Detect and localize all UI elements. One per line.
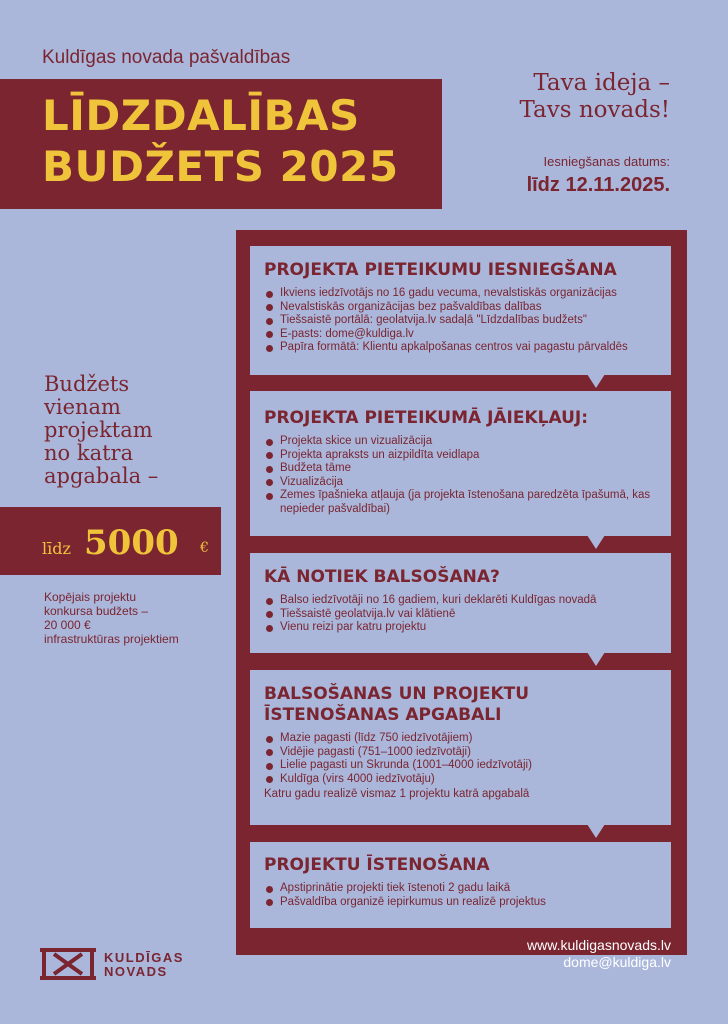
logo-line-2: NOVADS <box>104 964 168 979</box>
kuldiga-logo <box>40 946 210 984</box>
list-item: Mazie pagasti (līdz 750 iedzīvotājiem) <box>264 732 657 746</box>
deadline-label: Iesniegšanas datums: <box>543 154 670 169</box>
budget-line-2: vienam <box>44 395 121 419</box>
email-link[interactable]: dome@kuldiga.lv <box>563 954 671 970</box>
list-item: Papīra formātā: Klientu apkalpošanas centros vai pagastu pārvaldēs <box>264 341 657 355</box>
list-item: Apstiprinātie projekti tiek īstenoti 2 gadu laikā <box>264 882 657 896</box>
total-line-4: infrastruktūras projektiem <box>44 632 179 646</box>
section-title: KĀ NOTIEK BALSOŠANA? <box>264 567 500 587</box>
section-title: PROJEKTA PIETEIKUMU IESNIEGŠANA <box>264 260 617 280</box>
section-requirements <box>250 391 671 536</box>
slogan-line-1: Tava ideja – <box>533 70 670 96</box>
logo-mark-icon <box>40 946 96 982</box>
budget-line-4: no katra <box>44 441 134 465</box>
list-item: Pašvaldība organizē iepirkumus un realizē projektus <box>264 896 657 910</box>
list-item: Lielie pagasti un Skrunda (1001–4000 iedzīvotāji) <box>264 759 657 773</box>
areas-note: Katru gadu realizē vismaz 1 projektu katrā apgabalā <box>264 788 530 800</box>
section-title-line-2: ĪSTENOŠANAS APGABALI <box>264 705 502 725</box>
section-areas <box>250 670 671 825</box>
title-banner <box>0 79 442 209</box>
amount-currency: € <box>200 540 209 556</box>
bullet-list <box>264 287 657 355</box>
speech-tail <box>587 535 605 549</box>
list-item: Vienu reizi par katru projektu <box>264 621 657 635</box>
section-implementation <box>250 842 671 928</box>
total-line-1: Kopējais projektu <box>44 590 137 604</box>
list-item: Tiešsaistē portālā: geolatvija.lv sadaļā "Līdzdalības budžets" <box>264 314 657 328</box>
section-title: PROJEKTU ĪSTENOŠANA <box>264 855 490 875</box>
total-line-3: 20 000 € <box>44 618 91 632</box>
bullet-list <box>264 435 657 516</box>
section-voting <box>250 553 671 653</box>
list-item: Tiešsaistē geolatvija.lv vai klātienē <box>264 608 657 622</box>
amount-value: 5000 <box>84 523 179 563</box>
list-item: Vidējie pagasti (751–1000 iedzīvotāji) <box>264 746 657 760</box>
organization-name: Kuldīgas novada pašvaldības <box>42 47 291 68</box>
list-item: Vizualizācija <box>264 476 657 490</box>
budget-line-3: projektam <box>44 418 153 442</box>
logo-line-1: KULDĪGAS <box>104 950 184 965</box>
list-item: Nevalstiskās organizācijas bez pašvaldības dalības <box>264 301 657 315</box>
total-line-2: konkursa budžets – <box>44 604 149 618</box>
bullet-list <box>264 882 657 909</box>
section-submission <box>250 246 671 375</box>
speech-tail <box>587 824 605 838</box>
slogan-line-2: Tavs novads! <box>519 97 670 123</box>
speech-tail <box>587 374 605 388</box>
section-title: PROJEKTA PIETEIKUMĀ JĀIEKĻAUJ: <box>264 408 589 428</box>
list-item: Budžeta tāme <box>264 462 657 476</box>
list-item: Kuldīga (virs 4000 iedzīvotāju) <box>264 773 657 787</box>
deadline-value: līdz 12.11.2025. <box>526 174 670 196</box>
speech-tail <box>587 652 605 666</box>
website-link[interactable]: www.kuldigasnovads.lv <box>527 937 671 953</box>
list-item: Projekta apraksts un aizpildīta veidlapa <box>264 449 657 463</box>
list-item: Zemes īpašnieka atļauja (ja projekta īstenošana paredzēta īpašumā, kas nepieder pašvaldībai) <box>264 489 657 516</box>
list-item: Ikviens iedzīvotājs no 16 gadu vecuma, nevalstiskās organizācijas <box>264 287 657 301</box>
list-item: Balso iedzīvotāji no 16 gadiem, kuri deklarēti Kuldīgas novadā <box>264 594 657 608</box>
section-title <box>264 684 657 726</box>
section-title-line-1: BALSOŠANAS UN PROJEKTU <box>264 684 530 704</box>
slogan <box>519 70 670 124</box>
budget-line-1: Budžets <box>44 372 130 396</box>
list-item: E-pasts: dome@kuldiga.lv <box>264 328 657 342</box>
bullet-list <box>264 594 657 635</box>
bullet-list <box>264 732 657 786</box>
budget-line-5: apgabala – <box>44 464 159 488</box>
title-line-2: BUDŽETS 2025 <box>42 142 399 191</box>
logo-text <box>104 951 184 979</box>
amount-prefix: līdz <box>42 539 71 558</box>
contacts <box>527 937 671 971</box>
total-budget-text <box>44 590 179 646</box>
amount-banner <box>0 507 221 575</box>
list-item: Projekta skice un vizualizācija <box>264 435 657 449</box>
budget-per-project-text <box>44 373 158 488</box>
title-line-1: LĪDZDALĪBAS <box>42 91 360 140</box>
